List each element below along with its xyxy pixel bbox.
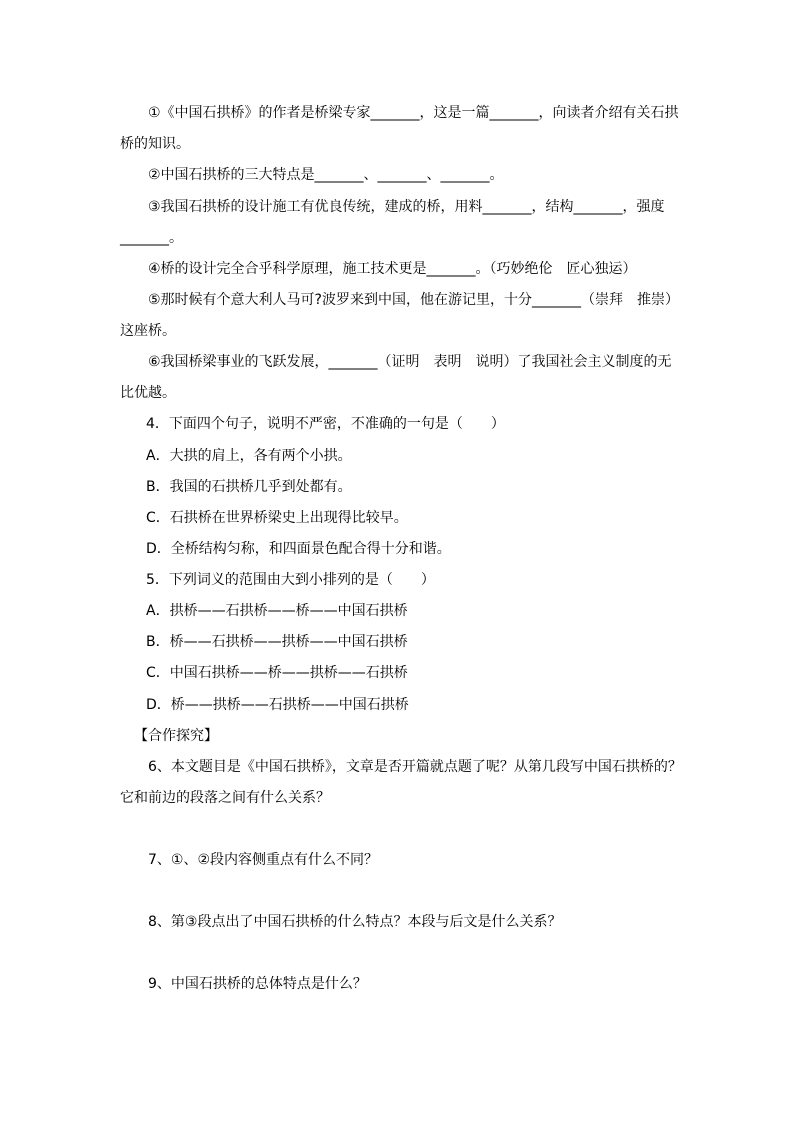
fill-blank-item-4: ④桥的设计完全合乎科学原理，施工技术更是_______。（巧妙绝伦 匠心独运）	[148, 261, 637, 277]
inquiry-question-6: 6、本文题目是《中国石拱桥》，文章是否开篇就点题了呢？从第几段写中国石拱桥的？	[148, 759, 682, 775]
question-5-option-d: D．桥——拱桥——石拱桥——中国石拱桥	[146, 697, 409, 713]
fill-blank-item-6: ⑥我国桥梁事业的飞跃发展，_______（证明 表明 说明）了我国社会主义制度的无	[148, 354, 672, 370]
fill-blank-item-3: ③我国石拱桥的设计施工有优良传统，建成的桥，用料_______，结构_______，强度	[148, 199, 665, 215]
question-4-option-a: A．大拱的肩上，各有两个小拱。	[146, 448, 352, 464]
question-4-option-d: D．全桥结构匀称，和四面景色配合得十分和谐。	[146, 541, 451, 557]
question-5-stem: 5．下列词义的范围由大到小排列的是（ ）	[146, 572, 435, 588]
section-heading: 【合作探究】	[134, 728, 218, 744]
question-5-option-b: B．桥——石拱桥——拱桥——中国石拱桥	[146, 634, 408, 650]
question-5-option-a: A．拱桥——石拱桥——桥——中国石拱桥	[146, 603, 408, 619]
fill-blank-item-2: ②中国石拱桥的三大特点是_______、_______、_______。	[148, 167, 504, 183]
inquiry-question-8: 8、第③段点出了中国石拱桥的什么特点？本段与后文是什么关系？	[148, 914, 562, 930]
inquiry-question-7: 7、①、②段内容侧重点有什么不同？	[148, 852, 379, 868]
question-4-option-c: C．石拱桥在世界桥梁史上出现得比较早。	[146, 510, 408, 526]
fill-blank-item-5-cont: 这座桥。	[120, 323, 176, 339]
inquiry-question-9: 9、中国石拱桥的总体特点是什么？	[148, 976, 367, 992]
question-4-option-b: B．我国的石拱桥几乎到处都有。	[146, 479, 352, 495]
fill-blank-item-1: ①《中国石拱桥》的作者是桥梁专家_______，这是一篇_______，向读者介绍有关石拱	[148, 105, 679, 121]
question-4-stem: 4．下面四个句子，说明不严密，不准确的一句是（ ）	[146, 416, 505, 432]
fill-blank-item-5: ⑤那时候有个意大利人马可?波罗来到中国，他在游记里，十分_______（崇拜 推崇）	[148, 292, 679, 308]
inquiry-question-6-cont: 它和前边的段落之间有什么关系？	[120, 790, 330, 806]
fill-blank-item-6-cont: 比优越。	[120, 385, 176, 401]
fill-blank-item-3-cont: _______。	[120, 230, 183, 246]
question-5-option-c: C．中国石拱桥——桥——拱桥——石拱桥	[146, 665, 408, 681]
fill-blank-item-1-cont: 桥的知识。	[120, 136, 190, 152]
